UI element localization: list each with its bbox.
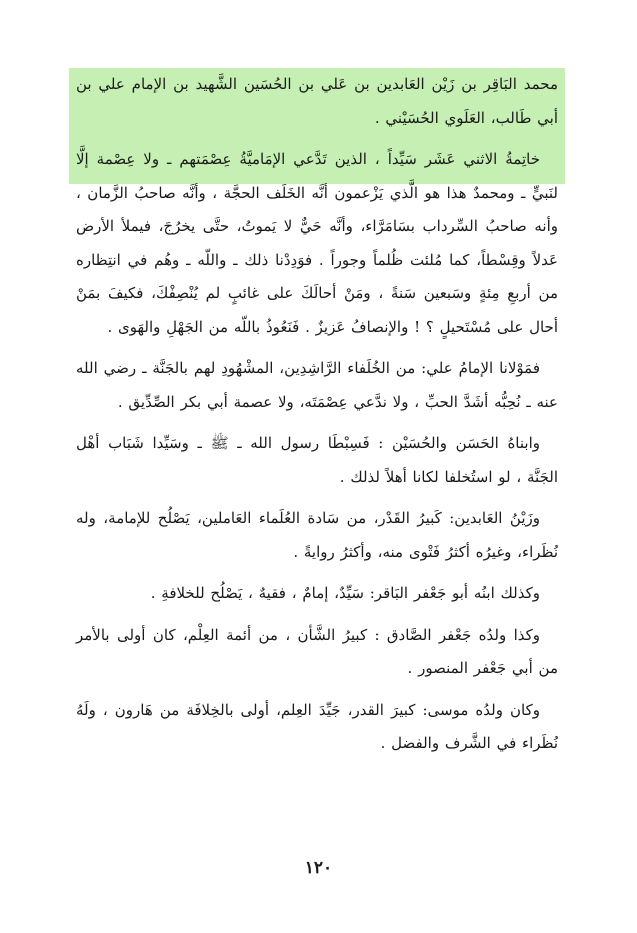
paragraph-4: وابناهُ الحَسَن والحُسَيْن : فَسِبْطَا رسول الله ـ ﷺ ـ وسَيِّدا شَبَاب أهْل الجَنَّة ، لو استُخلفا لكانا أهلاً لذلك .	[76, 434, 558, 486]
paragraph-8: وكان ولدُه موسى: كبيرَ القدر، جَيِّدَ العِلم، أولى بالخِلافَة من هَارون ، ولَهُ نُظَراء في الشَّرف والفضل .	[76, 700, 558, 752]
paragraph-3: فمَوْلانا الإمامُ علي: من الخُلَفاء الرَّاشِدِين، المشْهُودِ لهم بالجَنَّة ـ رضي الله عنه ـ نُحِبُّه أشَدَّ الحبِّ ، ولا ندَّعي عِصْمَتَه، ولا عصمة أبي بكر الصِّدِّيق .	[76, 359, 558, 411]
paragraph-7: وكذا ولدُه جَعْفر الصَّادق : كبيرُ الشَّأن ، من أئمة العِلْم، كان أولى بالأمر من أبي جَعْفر المنصور .	[76, 625, 558, 677]
paragraph-1: محمد البَاقِر بن زَيْن العَابدين بن عَلي بن الحُسَين الشَّهيد بن الإمام علي بن أبي طَالب، العَلَوي الحُسَيْني .	[76, 75, 558, 127]
paragraph-2: خاتِمةُ الاثني عَشَر سَيِّداً ، الذين تَدَّعي الإمَاميَّةُ عِصْمَتهم ـ ولا عِصْمة إلَّا لنَبيٍّ ـ ومحمدٌ هذا هو الَّذي يَزْعمون أنَّه الخَلَف الحجَّة ، وأنَّه صاحبُ الزَّمان ، وأنه صاحبُ السِّرداب بسَامَرَّاء، وأنَّه حَيٌّ لا يَموتُ، حتَّى يخرُجَ، فيملأ الأرض عَدلاً وقِسْطاً، كما مُلئت ظُلماً وجوراً . فوَدِدْنا ذلك ـ واللّه ـ وهُم في انتِظاره من أربعِ مِئةٍ وسَبعين سَنةً ، ومَنْ أحالَكَ على غائبٍ لم يُنْصِفْكَ، فكيفَ بمَنْ أحال على مُسْتَحيلٍ ؟ ! والإنصافُ عَزيزٌ . فَنَعُوذُ باللّه من الجَهْلِ والهَوى .	[76, 150, 558, 336]
document-page	[72, 68, 562, 761]
paragraph-5: وزَيْنُ العَابدين: كَبيرُ القَدْر، من سَادة العُلَماء العَاملين، يَصْلُح للإمامة، وله نُظَراء، وغيرُه أكثرُ فَتْوى منه، وأكثرُ روايةً .	[76, 509, 558, 561]
page-number: ١٢٠	[304, 858, 333, 878]
paragraph-6: وكذلك ابنُه أبو جَعْفر البَاقر: سَيِّدٌ، إمامٌ ، فقيهٌ ، يَصْلُح للخلافةِ .	[150, 584, 540, 602]
